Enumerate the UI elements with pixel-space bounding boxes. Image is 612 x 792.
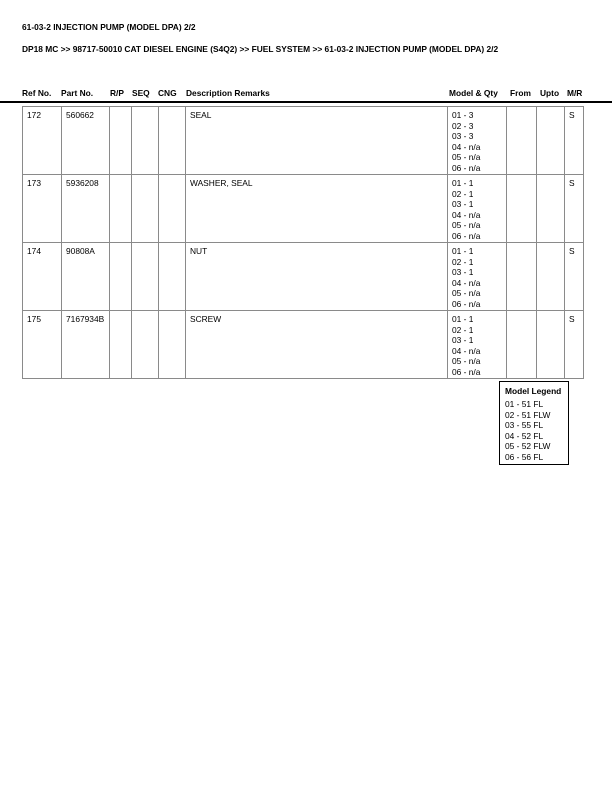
column-header-seq: SEQ [132, 88, 150, 98]
parts-table [22, 106, 584, 379]
seq-cell [132, 311, 159, 379]
ref-no-cell: 173 [23, 175, 62, 243]
model-qty-cell [448, 311, 507, 379]
from-cell [507, 243, 537, 311]
model-qty-line: 02 - 1 [452, 188, 474, 199]
table-row [23, 107, 584, 175]
rp-cell [110, 311, 132, 379]
ref-no-cell: 172 [23, 107, 62, 175]
ref-no-cell: 174 [23, 243, 62, 311]
model-qty-line: 06 - n/a [452, 230, 481, 241]
from-cell [507, 175, 537, 243]
cng-cell [159, 107, 186, 175]
part-no-cell: 7167934B [62, 311, 110, 379]
legend-entry: 01 - 51 FL [505, 399, 544, 409]
mr-cell: S [565, 107, 584, 175]
breadcrumb: DP18 MC >> 98717-50010 CAT DIESEL ENGINE (S4Q2) >> FUEL SYSTEM >> 61-03-2 INJECTION PUMP (MODEL DPA) 2/2 [22, 44, 499, 54]
model-qty-line: 02 - 1 [452, 256, 474, 267]
mr-cell: S [565, 243, 584, 311]
model-qty-line: 05 - n/a [452, 220, 481, 231]
column-header-upto: Upto [540, 88, 560, 98]
model-qty-line: 01 - 3 [452, 110, 474, 120]
seq-cell [132, 243, 159, 311]
model-qty-line: 03 - 1 [452, 335, 474, 346]
model-qty-line: 02 - 1 [452, 324, 474, 335]
column-header-model-qty: Model & Qty [449, 88, 498, 98]
description-cell: WASHER, SEAL [186, 175, 448, 243]
part-no-cell: 90808A [62, 243, 110, 311]
legend-entry: 03 - 55 FL [505, 420, 544, 430]
header-divider [0, 101, 612, 103]
column-header-description: Description Remarks [186, 88, 270, 98]
model-qty-line: 02 - 3 [452, 120, 474, 131]
model-qty-line: 04 - n/a [452, 141, 481, 152]
model-qty-line: 04 - n/a [452, 209, 481, 220]
model-qty-cell [448, 175, 507, 243]
from-cell [507, 107, 537, 175]
rp-cell [110, 243, 132, 311]
model-qty-cell [448, 107, 507, 175]
upto-cell [537, 243, 565, 311]
model-qty-line: 01 - 1 [452, 246, 474, 256]
description-cell: NUT [186, 243, 448, 311]
from-cell [507, 311, 537, 379]
column-header-from: From [510, 88, 531, 98]
seq-cell [132, 107, 159, 175]
description-cell: SCREW [186, 311, 448, 379]
model-qty-line: 06 - n/a [452, 162, 481, 173]
table-row [23, 311, 584, 379]
page-title: 61-03-2 INJECTION PUMP (MODEL DPA) 2/2 [22, 22, 196, 32]
rp-cell [110, 107, 132, 175]
cng-cell [159, 175, 186, 243]
legend-entry: 06 - 56 FL [505, 451, 544, 462]
part-no-cell: 560662 [62, 107, 110, 175]
ref-no-cell: 175 [23, 311, 62, 379]
model-legend [499, 381, 569, 465]
model-qty-line: 03 - 3 [452, 131, 474, 142]
table-row [23, 175, 584, 243]
model-qty-line: 04 - n/a [452, 345, 481, 356]
rp-cell [110, 175, 132, 243]
column-header-rp: R/P [110, 88, 124, 98]
model-qty-cell [448, 243, 507, 311]
description-cell: SEAL [186, 107, 448, 175]
table-row [23, 243, 584, 311]
column-header-cng: CNG [158, 88, 177, 98]
model-qty-line: 01 - 1 [452, 314, 474, 324]
model-qty-line: 04 - n/a [452, 277, 481, 288]
part-no-cell: 5936208 [62, 175, 110, 243]
seq-cell [132, 175, 159, 243]
model-qty-line: 01 - 1 [452, 178, 474, 188]
mr-cell: S [565, 311, 584, 379]
model-qty-line: 06 - n/a [452, 366, 481, 377]
legend-entry: 04 - 52 FL [505, 430, 544, 441]
model-qty-line: 03 - 1 [452, 267, 474, 278]
legend-entry: 05 - 52 FLW [505, 441, 551, 451]
model-qty-line: 06 - n/a [452, 298, 481, 309]
model-legend-title: Model Legend [505, 386, 562, 396]
column-header-part-no: Part No. [61, 88, 94, 98]
model-qty-line: 05 - n/a [452, 288, 481, 299]
legend-entry: 02 - 51 FLW [505, 409, 551, 420]
cng-cell [159, 311, 186, 379]
column-header-mr: M/R [567, 88, 583, 98]
upto-cell [537, 107, 565, 175]
model-qty-line: 03 - 1 [452, 199, 474, 210]
cng-cell [159, 243, 186, 311]
upto-cell [537, 175, 565, 243]
column-header-ref-no: Ref No. [22, 88, 52, 98]
upto-cell [537, 311, 565, 379]
model-qty-line: 05 - n/a [452, 152, 481, 163]
model-qty-line: 05 - n/a [452, 356, 481, 367]
mr-cell: S [565, 175, 584, 243]
